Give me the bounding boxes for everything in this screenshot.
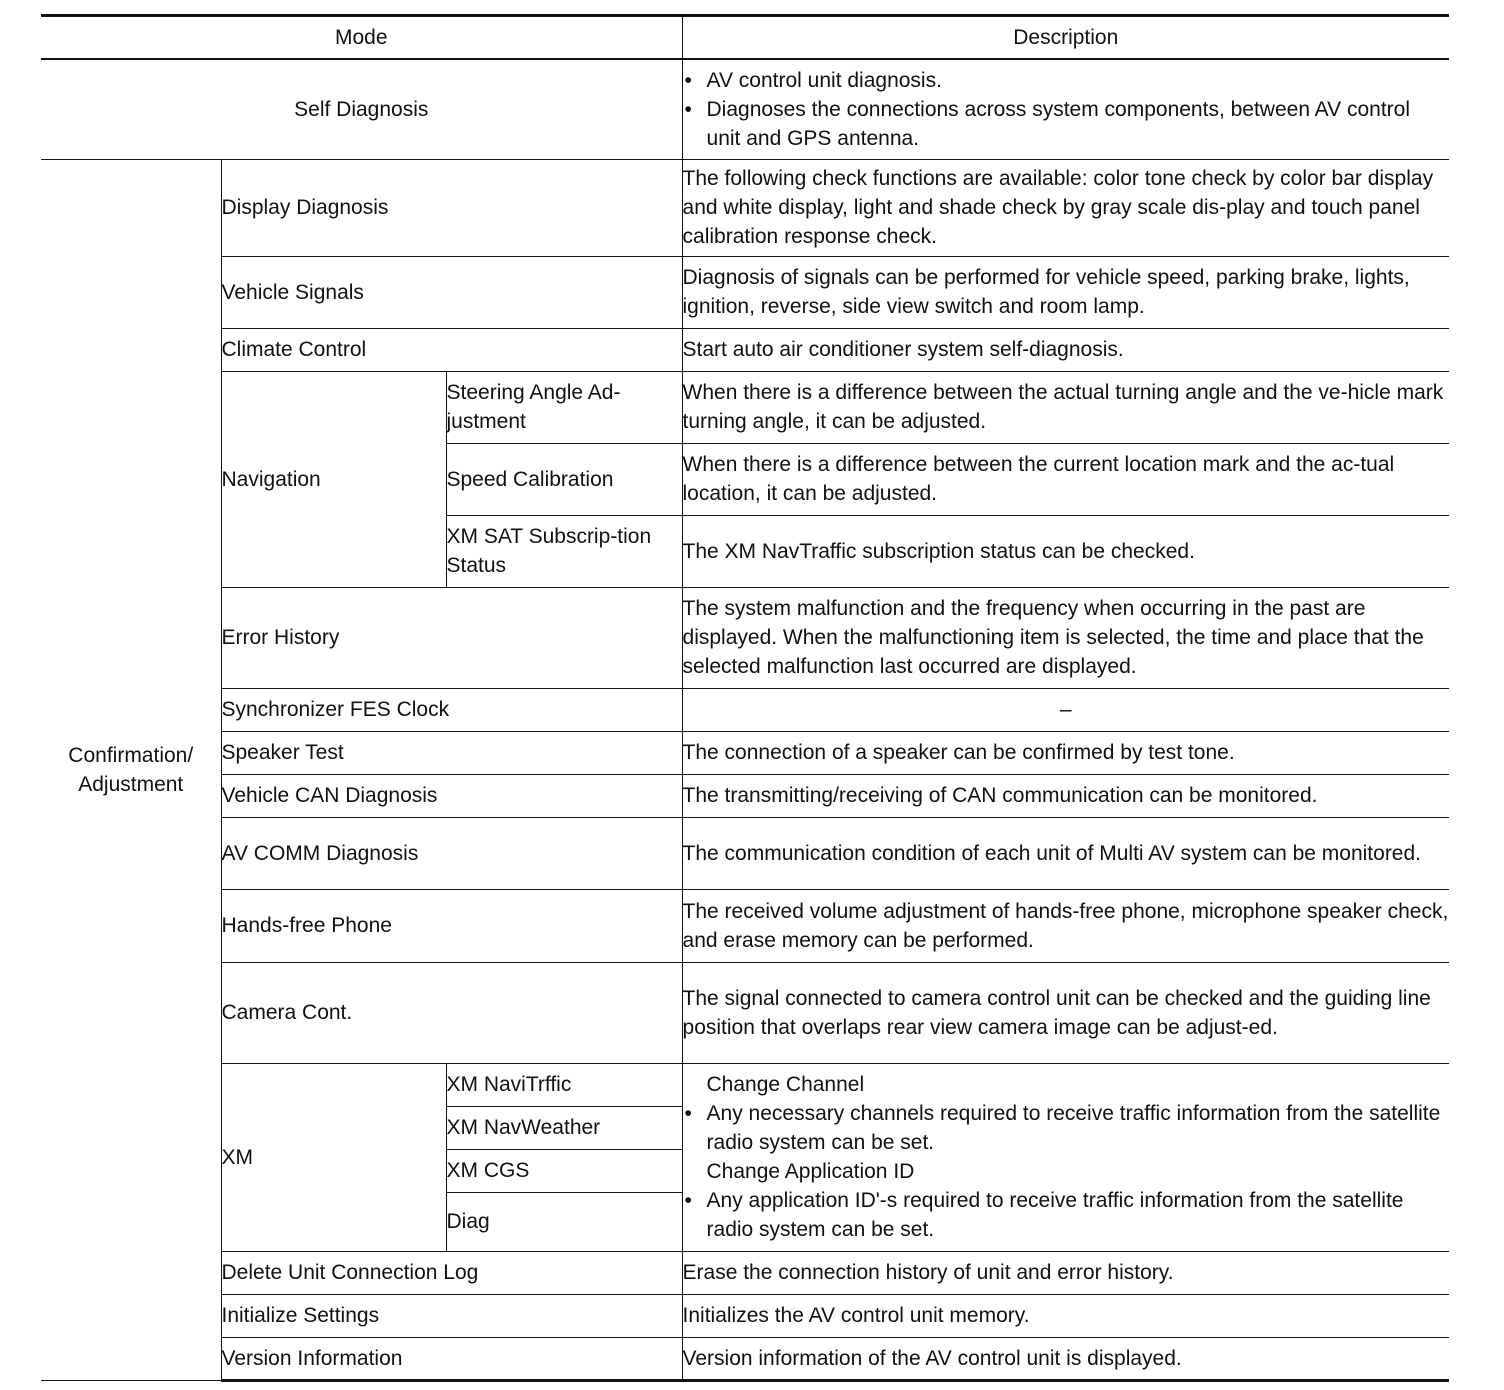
- description-column-header: Description: [682, 16, 1449, 60]
- description-cell: The communication condition of each unit of Multi AV system can be monitored.: [682, 817, 1449, 889]
- bullet-list: [683, 66, 1450, 153]
- description-cell: The system malfunction and the frequency when occurring in the past are displayed. When the malfunctioning item is selected, the time and place that the selected malfunction last occurred are displayed.: [682, 587, 1449, 688]
- bullet-item: • Any necessary channels required to receive traffic information from the satellite radio system can be set.: [683, 1099, 1450, 1157]
- table-row: [41, 731, 1449, 774]
- mode-cell: Initialize Settings: [221, 1294, 682, 1337]
- group-label-cell: Confirmation/ Adjustment: [41, 159, 221, 1380]
- sub-mode-cell: XM CGS: [446, 1149, 682, 1192]
- table-row: [41, 587, 1449, 688]
- table-row: [41, 59, 1449, 159]
- mode-cell: Display Diagnosis: [221, 159, 682, 256]
- bullet-item: • Diagnoses the connections across system components, between AV control unit and GPS antenna.: [683, 95, 1450, 153]
- mode-cell: Camera Cont.: [221, 962, 682, 1063]
- description-cell: When there is a difference between the actual turning angle and the ve-hicle mark turning angle, it can be adjusted.: [682, 371, 1449, 443]
- description-cell: Version information of the AV control unit is displayed.: [682, 1337, 1449, 1380]
- bullet-item: • AV control unit diagnosis.: [683, 66, 1450, 95]
- description-cell: The signal connected to camera control unit can be checked and the guiding line position that overlaps rear view camera image can be adjust-ed.: [682, 962, 1449, 1063]
- mode-cell: Speaker Test: [221, 731, 682, 774]
- description-cell: The following check functions are available: color tone check by color bar display and white display, light and shade check by gray scale dis-play and touch panel calibration response check.: [682, 159, 1449, 256]
- sub-mode-cell: XM SAT Subscrip-tion Status: [446, 515, 682, 587]
- mode-cell: Navigation: [221, 371, 446, 587]
- mode-cell: XM: [221, 1063, 446, 1251]
- sub-mode-cell: Steering Angle Ad-justment: [446, 371, 682, 443]
- xm-heading: Change Channel: [706, 1073, 865, 1096]
- sub-mode-cell: Diag: [446, 1192, 682, 1251]
- description-cell: The transmitting/receiving of CAN communication can be monitored.: [682, 774, 1449, 817]
- mode-description-table: [41, 14, 1449, 1382]
- description-cell: Initializes the AV control unit memory.: [682, 1294, 1449, 1337]
- mode-cell: Self Diagnosis: [41, 59, 682, 159]
- sub-mode-cell: XM NaviTrffic: [446, 1063, 682, 1106]
- table-row: [41, 1294, 1449, 1337]
- xm-heading: Change Application ID: [706, 1160, 915, 1183]
- table-header-row: [41, 16, 1449, 60]
- description-cell: –: [682, 688, 1449, 731]
- table-row: [41, 1251, 1449, 1294]
- description-cell: [682, 1063, 1449, 1251]
- table-row: [41, 159, 1449, 256]
- mode-cell: Hands-free Phone: [221, 889, 682, 962]
- table-row: [41, 889, 1449, 962]
- table-row: [41, 688, 1449, 731]
- table-row: [41, 1337, 1449, 1380]
- mode-cell: Synchronizer FES Clock: [221, 688, 682, 731]
- sub-mode-cell: Speed Calibration: [446, 443, 682, 515]
- mode-cell: Vehicle Signals: [221, 256, 682, 328]
- mode-cell: Error History: [221, 587, 682, 688]
- mode-column-header: Mode: [41, 16, 682, 60]
- table-row: [41, 1063, 1449, 1106]
- description-cell: [682, 59, 1449, 159]
- mode-cell: Climate Control: [221, 328, 682, 371]
- description-cell: The connection of a speaker can be confirmed by test tone.: [682, 731, 1449, 774]
- bullet-item: • Any application ID'-s required to receive traffic information from the satellite radio system can be set.: [683, 1186, 1450, 1244]
- description-cell: Erase the connection history of unit and error history.: [682, 1251, 1449, 1294]
- table-row: [41, 774, 1449, 817]
- table-row: [41, 371, 1449, 443]
- description-cell: The XM NavTraffic subscription status can be checked.: [682, 515, 1449, 587]
- mode-cell: AV COMM Diagnosis: [221, 817, 682, 889]
- mode-cell: Delete Unit Connection Log: [221, 1251, 682, 1294]
- mode-cell: Version Information: [221, 1337, 682, 1380]
- description-cell: Start auto air conditioner system self-diagnosis.: [682, 328, 1449, 371]
- table-row: [41, 328, 1449, 371]
- bullet-list: [683, 1099, 1450, 1157]
- table-row: [41, 962, 1449, 1063]
- description-cell: When there is a difference between the current location mark and the ac-tual location, it can be adjusted.: [682, 443, 1449, 515]
- description-cell: The received volume adjustment of hands-free phone, microphone speaker check, and erase memory can be performed.: [682, 889, 1449, 962]
- description-cell: Diagnosis of signals can be performed for vehicle speed, parking brake, lights, ignition, reverse, side view switch and room lamp.: [682, 256, 1449, 328]
- table-row: [41, 256, 1449, 328]
- table-row: [41, 817, 1449, 889]
- sub-mode-cell: XM NavWeather: [446, 1106, 682, 1149]
- bullet-list: [683, 1186, 1450, 1244]
- mode-cell: Vehicle CAN Diagnosis: [221, 774, 682, 817]
